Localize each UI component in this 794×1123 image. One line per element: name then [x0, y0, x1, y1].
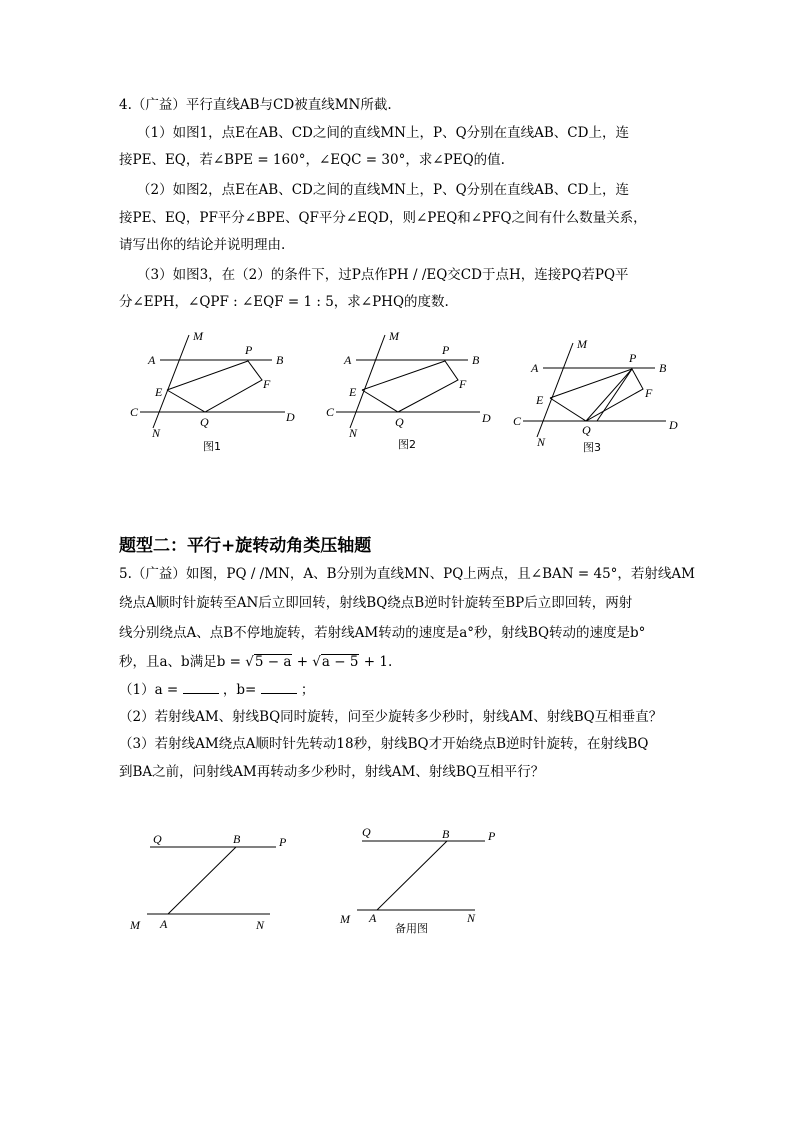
fig3-line-ph: [597, 369, 632, 421]
q4-part1-line2: 接PE、EQ，若∠BPE = 160°，∠EQC = 30°，求∠PEQ的值.: [119, 152, 505, 168]
fig2-label-q: Q: [395, 415, 404, 429]
fig3-label-c: C: [513, 414, 522, 428]
fig3-label-m: M: [577, 337, 587, 351]
label-b: B: [276, 353, 284, 367]
q5-sub1: [119, 681, 314, 699]
q5b-label-a: A: [369, 911, 377, 925]
q4-part2-line3: 请写出你的结论并说明理由.: [119, 237, 286, 253]
label-a: A: [148, 353, 156, 367]
fig3-label-a: A: [531, 361, 539, 375]
q4-part2-line2: 接PE、EQ，PF平分∠BPE、QF平分∠EQD，则∠PEQ和∠PFQ之间有什么数量关系，: [119, 210, 647, 226]
q4-part3-line2: 分∠EPH，∠QPF : ∠EQF = 1 : 5，求∠PHQ的度数.: [119, 294, 449, 310]
q5-plus: +: [296, 654, 308, 670]
q5-line3: 线分别绕点A、点B不停地旋转，若射线AM转动的速度是a°秒，射线BQ转动的速度是b°: [119, 625, 646, 641]
q5-line2: 绕点A顺时针旋转至AN后立即回转，射线BQ绕点B逆时针旋转至BP后立即回转，两射: [119, 595, 633, 611]
fig2-polygon: [362, 361, 458, 412]
fig2-label-n: N: [349, 426, 358, 440]
section2-title: 题型二：平行+旋转动角类压轴题: [119, 536, 372, 556]
fig3-label-n: N: [537, 435, 546, 449]
q4-part2-line1: （2）如图2，点E在AB、CD之间的直线MN上，P、Q分别在直线AB、CD上，连: [137, 182, 629, 198]
fig2-label-b: B: [472, 353, 480, 367]
q5-sub2: （2）若射线AM、射线BQ同时旋转，问至少旋转多少秒时，射线AM、射线BQ互相垂直？: [119, 709, 663, 725]
q5b-label-m: M: [340, 912, 350, 926]
q5b-label-q: Q: [362, 825, 371, 839]
fig2-label-c: C: [326, 405, 335, 419]
q4-intro: 4.（广益）平行直线AB与CD被直线MN所截.: [119, 97, 392, 113]
fig3-polygon: [550, 369, 643, 421]
q5-line-ab: [168, 847, 236, 914]
sqrt-5-minus-a: 5 − a: [254, 654, 292, 670]
q5-sub3-line2: 到BA之前，问射线AM再转动多少秒时，射线AM、射线BQ互相平行？: [119, 764, 545, 780]
fig3-label-p: P: [629, 351, 637, 365]
fig2-label-p: P: [442, 343, 450, 357]
q5b-line-ab: [377, 841, 447, 910]
q5-sub1-mid: ，b=: [222, 682, 257, 698]
caption-fig2: 图2: [398, 438, 416, 451]
line-mn: [153, 335, 189, 428]
caption-fig1: 图1: [203, 440, 221, 453]
fig3-label-f: F: [645, 386, 653, 400]
q5-line4-pre: 秒，且a、b满足b =: [119, 654, 241, 670]
fig3-label-q: Q: [582, 423, 591, 437]
q5-label-a: A: [160, 917, 168, 931]
label-f: F: [263, 377, 271, 391]
q5-line4: 秒，且a、b满足b = √5 − a + √a − 5 + 1.: [119, 654, 393, 670]
q5b-label-b: B: [442, 827, 450, 841]
fig2-line-mn: [350, 335, 385, 428]
polygon-pefqe: [167, 361, 262, 412]
q5-backup-caption: 备用图: [395, 922, 428, 935]
fig3-label-b: B: [659, 361, 667, 375]
sqrt-a-minus-5: a − 5: [321, 654, 359, 670]
label-d: D: [286, 410, 295, 424]
q5b-label-n: N: [467, 911, 476, 925]
label-p: P: [245, 343, 253, 357]
q5-label-q: Q: [153, 832, 162, 846]
q4-part3-line1: （3）如图3，在（2）的条件下，过P点作PH / /EQ交CD于点H，连接PQ若PQ平: [137, 267, 629, 283]
q5-label-n: N: [256, 918, 265, 932]
fig3-label-d: D: [669, 418, 678, 432]
label-n: N: [152, 426, 161, 440]
answer-blank-b[interactable]: [261, 681, 297, 694]
fig2-label-d: D: [482, 411, 491, 425]
label-e: E: [155, 385, 163, 399]
fig2-label-a: A: [344, 353, 352, 367]
q5-sub3-line1: （3）若射线AM绕点A顺时针先转动18秒，射线BQ才开始绕点B逆时针旋转，在射线BQ: [119, 736, 649, 752]
q5-sub1-post: ；: [300, 682, 315, 698]
q5-sub1-pre: （1）a =: [119, 682, 179, 698]
label-m: M: [193, 329, 203, 343]
q5-intro: 5.（广益）如图，PQ / /MN，A、B分别为直线MN、PQ上两点，且∠BAN = 45°，若射线AM: [119, 566, 695, 582]
fig3-line-mn: [537, 343, 573, 437]
fig2-label-f: F: [459, 377, 467, 391]
q5b-label-p: P: [488, 829, 496, 843]
label-c: C: [130, 405, 139, 419]
fig2-label-e: E: [349, 385, 357, 399]
fig3-label-e: E: [536, 393, 544, 407]
caption-fig3: 图3: [583, 441, 601, 454]
q5-label-b: B: [233, 832, 241, 846]
q4-part1-line1: （1）如图1，点E在AB、CD之间的直线MN上，P、Q分别在直线AB、CD上，连: [137, 125, 629, 141]
label-q: Q: [200, 415, 209, 429]
fig2-label-m: M: [389, 329, 399, 343]
q5-label-m: M: [130, 918, 140, 932]
q5-line4-post: + 1.: [363, 654, 393, 670]
answer-blank-a[interactable]: [183, 681, 219, 694]
q5-label-p: P: [279, 835, 287, 849]
